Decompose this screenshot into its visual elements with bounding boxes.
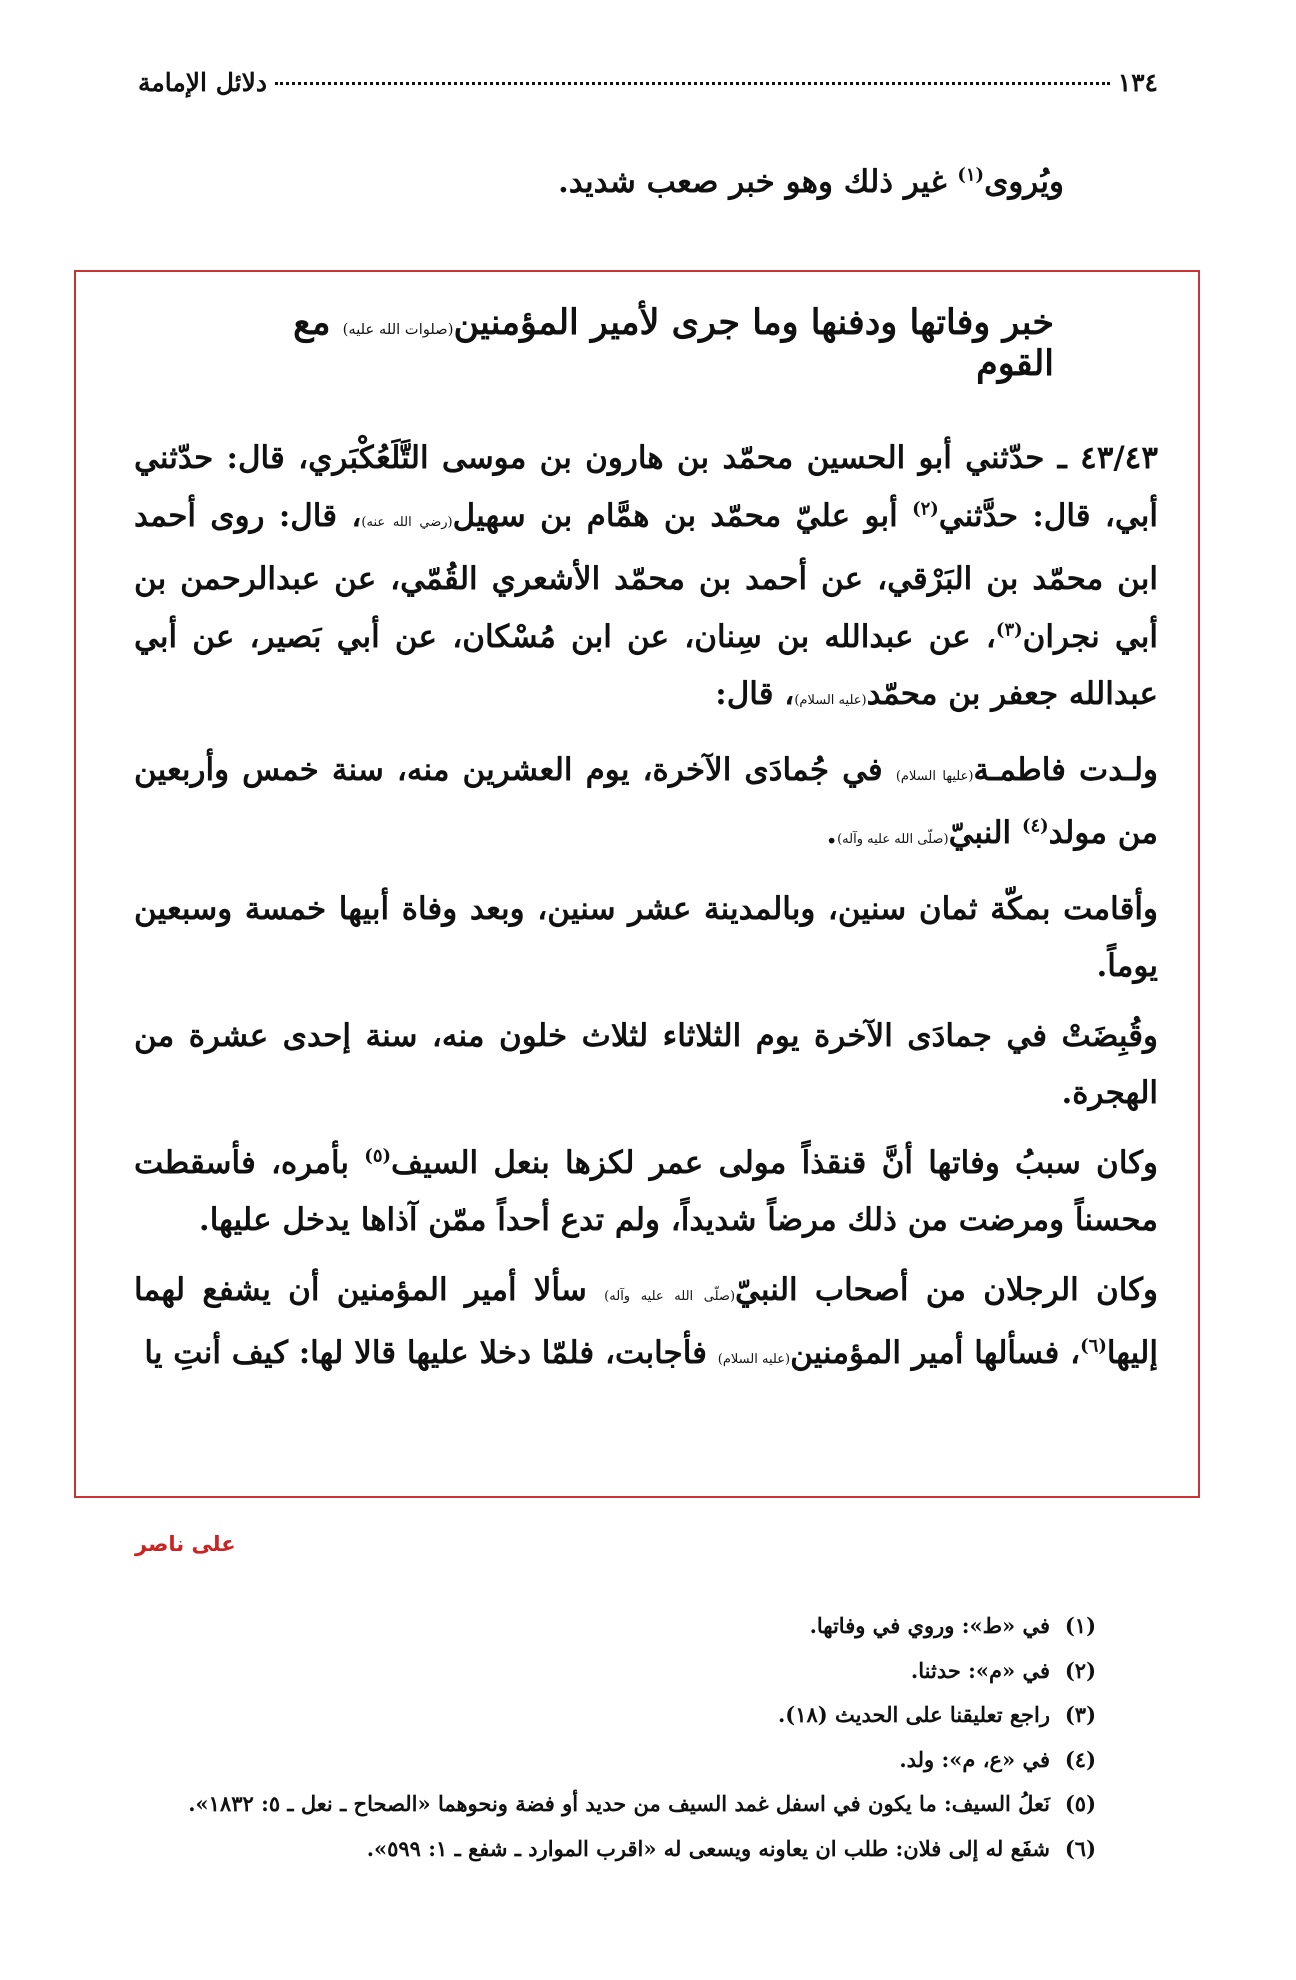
running-header: [138, 68, 1158, 97]
section-title-end: مع القوم: [293, 302, 1054, 384]
footnote-text: راجع تعليقنا على الحديث (١٨).: [777, 1702, 1050, 1727]
footnote-ref-5: (٥): [364, 1145, 391, 1167]
footnote-number: (٣): [1064, 1702, 1096, 1727]
footnote-ref-3: (٣): [995, 619, 1023, 641]
honorific: (عليها السلام): [895, 768, 974, 784]
section-title-honorific: (صلوات الله عليه): [342, 321, 454, 338]
intro-text-b: غير ذلك وهو خبر صعب شديد.: [557, 164, 958, 200]
page-number: ١٣٤: [1117, 68, 1158, 97]
paragraph-residence: وأقامت بمكّة ثمان سنين، وبالمدينة عشر سنين، وبعد وفاة أبيها خمسة وسبعين يوماً.: [134, 890, 1158, 984]
chain-text-b: أبو عليّ محمّد بن همَّام بن سهيل: [452, 497, 913, 534]
visit-text-b: سألا أمير المؤمنين أن يشفع لهما إليها: [134, 1271, 1158, 1371]
birth-text-b: في جُمادَى الآخرة، يوم العشرين منه، سنة خمس وأربعين من مولد: [134, 751, 1158, 851]
honorific: (رضي الله عنه): [361, 514, 453, 530]
chain-text-d: ، عن عبدالله بن سِنان، عن ابن مُسْكان، عن أبي بَصير، عن أبي عبدالله جعفر بن محمّد: [134, 618, 1158, 712]
footnote-item: [136, 1827, 1096, 1872]
intro-text-a: ويُروى: [984, 164, 1064, 200]
footnote-number: (٤): [1064, 1746, 1096, 1772]
birth-text-a: ولـدت فاطمـة: [973, 751, 1159, 788]
honorific: (صلّى الله عليه وآله): [604, 1288, 736, 1304]
footnote-item: [136, 1782, 1096, 1827]
paragraph-death: وقُبِضَتْ في جمادَى الآخرة يوم الثلاثاء لثلاث خلون منه، سنة إحدى عشرة من الهجرة.: [134, 1017, 1158, 1111]
footnote-text: في «ع، م»: ولد.: [899, 1746, 1050, 1772]
footnote-number: (١): [1064, 1613, 1096, 1638]
footnotes-list: [136, 1604, 1096, 1871]
visit-text-c: ، فسألها أمير المؤمنين: [790, 1335, 1081, 1371]
footnote-ref-2: (٢): [912, 498, 939, 520]
footnote-number: (٢): [1064, 1657, 1096, 1683]
footnote-item: [136, 1649, 1096, 1694]
cause-text-b: بأمره، فأسقطت محسناً ومرضت من ذلك مرضاً شديداً، ولم تدع أحداً ممّن آذاها يدخل عليها.: [134, 1144, 1158, 1238]
section-title: [234, 302, 1054, 384]
cause-text-a: وكان سببُ وفاتها أنَّ قنقذاً مولى عمر لكزها بنعل السيف: [390, 1144, 1158, 1181]
header-leader-dots: [275, 82, 1110, 85]
footnote-number: (٥): [1064, 1791, 1096, 1816]
paragraph-birth: [134, 742, 1158, 869]
visit-text-d: فأجابت، فلمّا دخلا عليها قالا لها: كيف أنتِ يا: [144, 1335, 718, 1371]
footnote-ref-1: (١): [957, 164, 985, 186]
paragraph-visit: [134, 1262, 1158, 1389]
footnote-text: في «م»: حدثنا.: [910, 1657, 1050, 1683]
birth-text-c: النبيّ: [948, 815, 1022, 851]
signature-label: على ناصر: [135, 1532, 236, 1556]
footnote-item: [136, 1693, 1096, 1738]
honorific: (عليه السلام): [717, 1352, 791, 1367]
visit-text-a: وكان الرجلان من أصحاب النبيّ: [735, 1271, 1158, 1308]
footnote-text: شفَع له إلى فلان: طلب ان يعاونه ويسعى له «اقرب الموارد ـ شفع ـ ١: ٥٩٩».: [366, 1835, 1050, 1861]
footnote-ref-4: (٤): [1021, 815, 1049, 837]
paragraph-chain: [134, 430, 1158, 730]
intro-line: [304, 164, 1064, 200]
footnote-text: نَعلُ السيف: ما يكون في اسفل غمد السيف من حديد أو فضة ونحوهما «الصحاح ـ نعل ـ ٥: ١٨٣٢».: [188, 1791, 1050, 1816]
paragraph-cause: [134, 1135, 1158, 1250]
chain-text-e: ، قال:: [715, 676, 795, 712]
footnote-text: في «ط»: وروي في وفاتها.: [809, 1613, 1050, 1638]
footnote-item: [136, 1604, 1096, 1649]
honorific: (عليه السلام): [794, 693, 867, 708]
book-title: دلائل الإمامة: [138, 68, 267, 97]
footnote-number: (٦): [1064, 1835, 1096, 1861]
footnote-item: [136, 1738, 1096, 1783]
birth-text-d: .: [826, 815, 838, 851]
chain-text-c: ، قال: روى أحمد ابن محمّد بن البَرْقي، عن أحمد بن محمّد الأشعري القُمّي، عن عبدالرحمن بن أبي نجران: [134, 497, 1158, 655]
section-title-text: خبر وفاتها ودفنها وما جرى لأمير المؤمنين: [453, 302, 1054, 343]
footnote-ref-6: (٦): [1080, 1335, 1107, 1357]
chain-text-a: ٤٣/٤٣ ـ حدّثني أبو الحسين محمّد بن هارون بن موسى التَّلَعُكْبَري، قال: حدّثني أبي، قال: حدَّثني: [134, 440, 1158, 534]
honorific: (صلّى الله عليه وآله): [837, 832, 949, 847]
hadith-text: [134, 430, 1158, 1389]
